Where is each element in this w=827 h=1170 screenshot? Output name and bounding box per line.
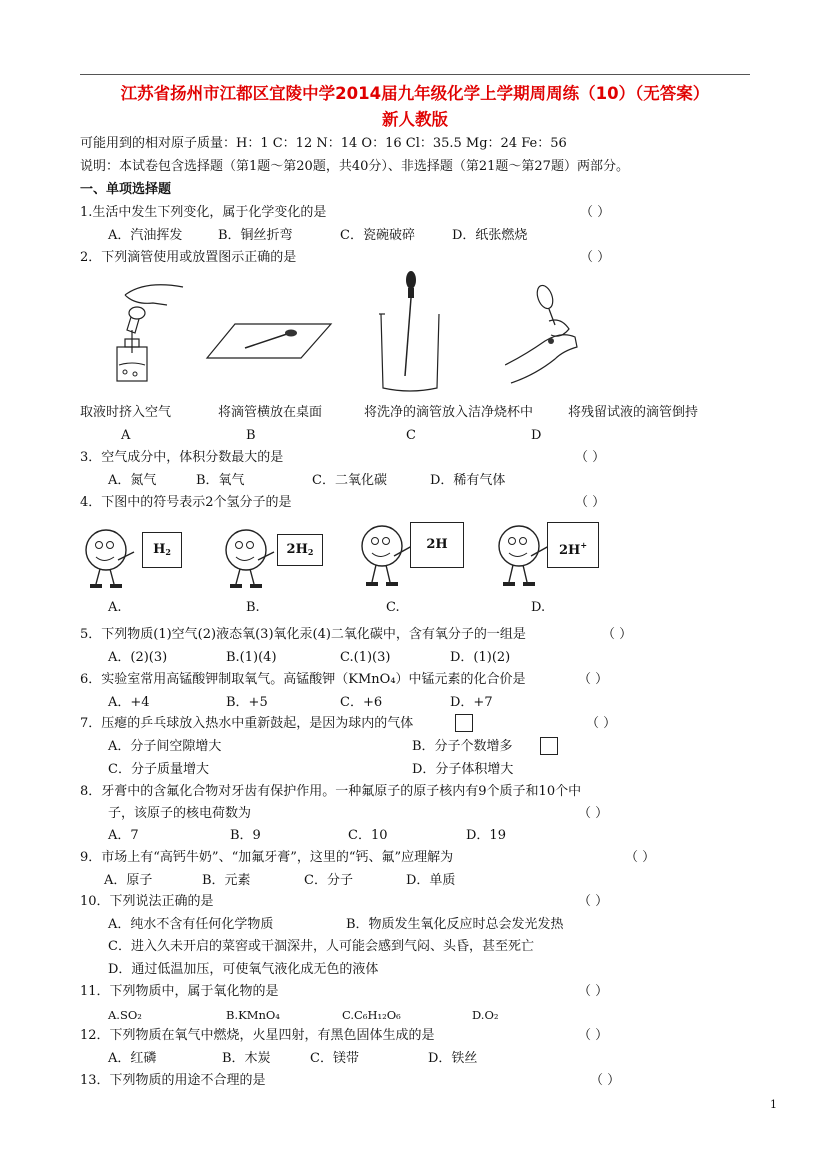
q11-option-c: C.C₆H₁₂O₆ — [342, 1008, 401, 1022]
q4-symbol-box-d: 2H+ — [547, 522, 599, 568]
q5-option-d: D．(1)(2) — [450, 650, 511, 665]
q8-option-c: C．10 — [348, 828, 388, 843]
q2-letter-a: A — [121, 428, 131, 443]
atomic-masses: 可能用到的相对原子质量：H：1 C：12 N：14 O：16 Cl：35.5 Mg：24 Fe：56 — [80, 136, 567, 151]
q8-option-b: B．9 — [230, 828, 261, 843]
q1-option-b: B．铜丝折弯 — [218, 228, 293, 243]
q3-answer-blank: （ ） — [575, 450, 606, 465]
q2-stem: 2．下列滴管使用或放置图示正确的是 — [80, 250, 297, 265]
q5-answer-blank: （ ） — [602, 627, 633, 642]
q8-answer-blank: （ ） — [578, 806, 609, 821]
q9-answer-blank: （ ） — [625, 850, 656, 865]
q3-option-c: C．二氧化碳 — [312, 473, 387, 488]
q2-letter-c: C — [406, 428, 416, 443]
dropper-figure-a — [105, 275, 190, 390]
q10-stem: 10．下列说法正确的是 — [80, 894, 214, 909]
q6-answer-blank: （ ） — [578, 672, 609, 687]
q2-caption-d: 将残留试液的滴管倒持 — [568, 405, 699, 420]
q3-option-a: A．氮气 — [108, 473, 157, 488]
q2-letter-b: B — [246, 428, 256, 443]
q5-option-c: C.(1)(3) — [340, 650, 391, 665]
q2-caption-a: 取液时挤入空气 — [80, 405, 172, 420]
q11-answer-blank: （ ） — [578, 984, 609, 999]
q11-option-d: D.O₂ — [472, 1008, 499, 1022]
q4-letter-a: A. — [108, 600, 122, 615]
q2-caption-b: 将滴管横放在桌面 — [218, 405, 323, 420]
q8-stem-line1: 8．牙膏中的含氟化合物对牙齿有保护作用。一种氟原子的原子核内有9个质子和10个中 — [80, 784, 582, 799]
q7-option-a: A．分子间空隙增大 — [108, 739, 222, 754]
q11-stem: 11．下列物质中，属于氧化物的是 — [80, 984, 279, 999]
dropper-figure-d — [505, 275, 590, 395]
q10-option-b: B．物质发生氧化反应时总会发光发热 — [346, 917, 564, 932]
q4-answer-blank: （ ） — [575, 495, 606, 510]
q11-option-a: A.SO₂ — [108, 1008, 142, 1022]
page-subtitle: 新人教版 — [382, 110, 448, 129]
q9-stem: 9．市场上有“高钙牛奶”、“加氟牙膏”，这里的“钙、氟”应理解为 — [80, 850, 454, 865]
q5-stem: 5．下列物质(1)空气(2)液态氧(3)氧化汞(4)二氧化碳中，含有氧分子的一组是 — [80, 627, 526, 642]
q6-stem: 6．实验室常用高锰酸钾制取氧气。高锰酸钾（KMnO₄）中锰元素的化合价是 — [80, 672, 526, 687]
q10-option-a: A．纯水不含有任何化学物质 — [108, 917, 274, 932]
q4-symbol-box-a: $H_2$ — [142, 532, 182, 568]
q4-figure-b — [222, 522, 332, 594]
q7-option-b: B．分子个数增多 — [412, 739, 513, 754]
q12-stem: 12．下列物质在氧气中燃烧，火星四射，有黑色固体生成的是 — [80, 1028, 435, 1043]
q1-option-d: D．纸张燃烧 — [452, 228, 528, 243]
q1-option-c: C．瓷碗破碎 — [340, 228, 415, 243]
q7-option-c: C．分子质量增大 — [108, 762, 209, 777]
q4-letter-b: B. — [246, 600, 260, 615]
q12-option-c: C．镁带 — [310, 1051, 359, 1066]
q3-option-b: B．氧气 — [196, 473, 245, 488]
exam-note: 说明：本试卷包含选择题（第1题～第20题，共40分）、非选择题（第21题～第27题）两部分。 — [80, 159, 629, 174]
q2-answer-blank: （ ） — [580, 250, 611, 265]
q1-stem: 1.生活中发生下列变化，属于化学变化的是 — [80, 205, 327, 220]
q4-letter-d: D. — [531, 600, 546, 615]
q8-option-d: D．19 — [466, 828, 506, 843]
q10-option-d: D．通过低温加压，可使氧气液化成无色的液体 — [108, 962, 379, 977]
q5-option-a: A．(2)(3) — [108, 650, 168, 665]
q2-caption-c: 将洗净的滴管放入洁净烧杯中 — [364, 405, 534, 420]
q13-answer-blank: （ ） — [590, 1073, 621, 1088]
q6-option-d: D．+7 — [450, 695, 493, 710]
q7-answer-blank: （ ） — [586, 716, 617, 731]
page-number: 1 — [770, 1098, 777, 1111]
q4-figure-c — [358, 518, 473, 594]
q4-letter-c: C. — [386, 600, 400, 615]
q11-option-b: B.KMnO₄ — [226, 1008, 280, 1022]
page-title: 江苏省扬州市江都区宜陵中学2014届九年级化学上学期周周练（10）（无答案） — [120, 84, 710, 103]
q4-figure-d — [495, 518, 610, 594]
q10-option-c: C．进入久未开启的菜窖或干涸深井，人可能会感到气闷、头昏，甚至死亡 — [108, 939, 534, 954]
q3-option-d: D．稀有气体 — [430, 473, 506, 488]
q4-figure-a — [82, 522, 192, 594]
q6-option-b: B．+5 — [226, 695, 268, 710]
header-rule — [80, 74, 750, 75]
q1-answer-blank: （ ） — [580, 205, 611, 220]
q9-option-c: C．分子 — [304, 873, 353, 888]
q10-answer-blank: （ ） — [578, 894, 609, 909]
q7-checkbox — [455, 714, 473, 732]
section-heading: 一、单项选择题 — [80, 182, 172, 197]
q6-option-c: C．+6 — [340, 695, 383, 710]
q1-option-a: A．汽油挥发 — [108, 228, 183, 243]
q8-stem-line2: 子，该原子的核电荷数为 — [108, 806, 252, 821]
q4-symbol-box-c: 2H — [410, 522, 464, 568]
dropper-figure-b — [205, 320, 333, 360]
q5-option-b: B.(1)(4) — [226, 650, 277, 665]
q2-letter-d: D — [531, 428, 542, 443]
q12-answer-blank: （ ） — [578, 1028, 609, 1043]
q8-option-a: A．7 — [108, 828, 139, 843]
q7-option-d: D．分子体积增大 — [412, 762, 514, 777]
q7-option-b-box — [540, 737, 558, 755]
q12-option-d: D．铁丝 — [428, 1051, 478, 1066]
q3-stem: 3．空气成分中，体积分数最大的是 — [80, 450, 284, 465]
q9-option-a: A．原子 — [104, 873, 153, 888]
q6-option-a: A．+4 — [108, 695, 150, 710]
q12-option-b: B．木炭 — [222, 1051, 271, 1066]
q13-stem: 13．下列物质的用途不合理的是 — [80, 1073, 266, 1088]
dropper-figure-c — [375, 268, 445, 393]
q7-stem: 7．压瘪的乒乓球放入热水中重新鼓起，是因为球内的气体 — [80, 716, 414, 731]
q9-option-b: B．元素 — [202, 873, 251, 888]
q12-option-a: A．红磷 — [108, 1051, 157, 1066]
q4-symbol-box-b: $2H_2$ — [277, 534, 323, 566]
q9-option-d: D．单质 — [406, 873, 456, 888]
q4-stem: 4．下图中的符号表示2个氢分子的是 — [80, 495, 292, 510]
